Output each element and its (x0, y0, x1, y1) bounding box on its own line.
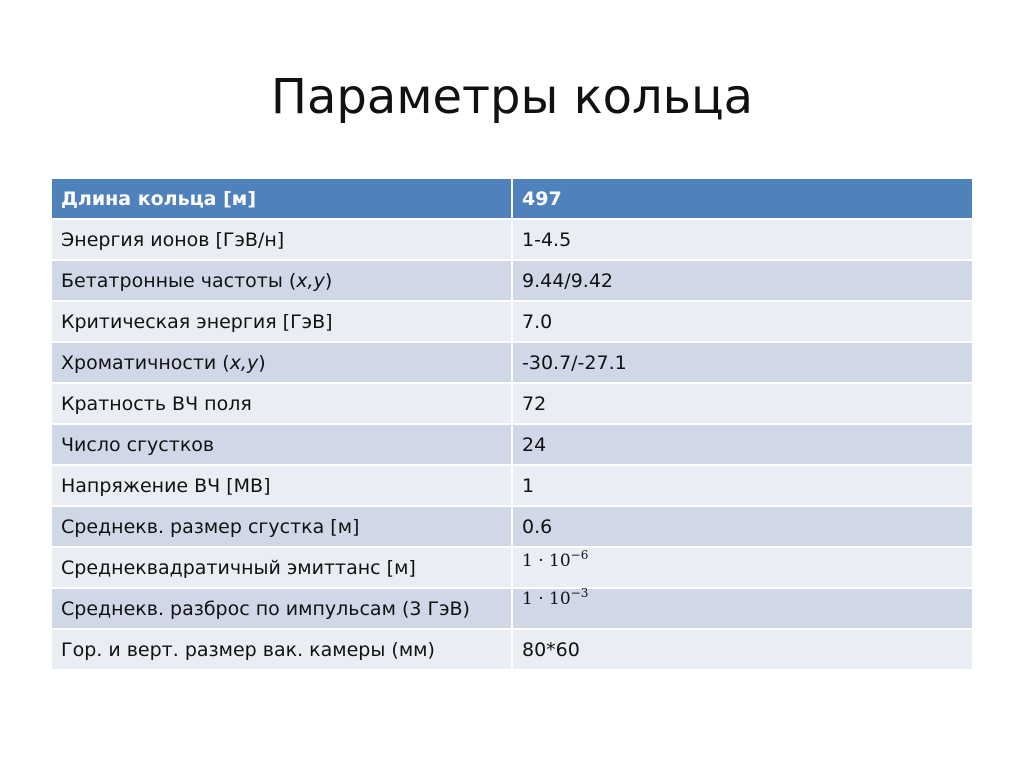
slide-title: Параметры кольца (270, 69, 754, 125)
math-exponent: −6 (570, 548, 589, 562)
math-exponent: −3 (570, 586, 589, 600)
param-label: Среднекв. разброс по импульсам (3 ГэВ) (52, 588, 512, 629)
label-text: Бетатронные частоты ( (61, 269, 297, 292)
param-label: Гор. и верт. размер вак. камеры (мм) (52, 629, 512, 670)
table-row (52, 383, 972, 424)
param-value: 0.6 (512, 506, 972, 547)
math-formula (522, 586, 588, 609)
param-value: 1 (512, 465, 972, 506)
table-row (52, 465, 972, 506)
header-value-cell: 497 (512, 179, 972, 219)
param-value: 24 (512, 424, 972, 465)
param-value: 72 (512, 383, 972, 424)
param-value (512, 547, 972, 588)
table-row (52, 629, 972, 670)
table-row (52, 547, 972, 588)
math-base: 1 · 10 (522, 551, 571, 571)
param-value: 9.44/9.42 (512, 260, 972, 301)
parameters-table (52, 179, 972, 671)
param-value: 1-4.5 (512, 219, 972, 260)
label-text: ) (258, 351, 266, 374)
table-row (52, 588, 972, 629)
math-formula (522, 548, 588, 571)
param-label: Среднеквадратичный эмиттанс [м] (52, 547, 512, 588)
header-param-cell: Длина кольца [м] (52, 179, 512, 219)
param-label: Число сгустков (52, 424, 512, 465)
param-value: 7.0 (512, 301, 972, 342)
param-label: Критическая энергия [ГэВ] (52, 301, 512, 342)
math-base: 1 · 10 (522, 589, 571, 609)
param-value: 80*60 (512, 629, 972, 670)
param-label: Напряжение ВЧ [МВ] (52, 465, 512, 506)
label-variables: x,y (296, 269, 325, 292)
param-value: -30.7/-27.1 (512, 342, 972, 383)
param-label: Среднекв. размер сгустка [м] (52, 506, 512, 547)
param-label (52, 342, 512, 383)
param-label: Кратность ВЧ поля (52, 383, 512, 424)
table-row (52, 506, 972, 547)
table-header-row (52, 179, 972, 219)
table-row (52, 424, 972, 465)
table-row (52, 260, 972, 301)
label-variables: x,y (229, 351, 259, 374)
param-value (512, 588, 972, 629)
table-row (52, 342, 972, 383)
label-text: Хроматичности ( (61, 351, 230, 374)
table-row (52, 301, 972, 342)
param-label (52, 260, 512, 301)
param-label: Энергия ионов [ГэВ/н] (52, 219, 512, 260)
table-row (52, 219, 972, 260)
label-text: ) (324, 269, 333, 292)
